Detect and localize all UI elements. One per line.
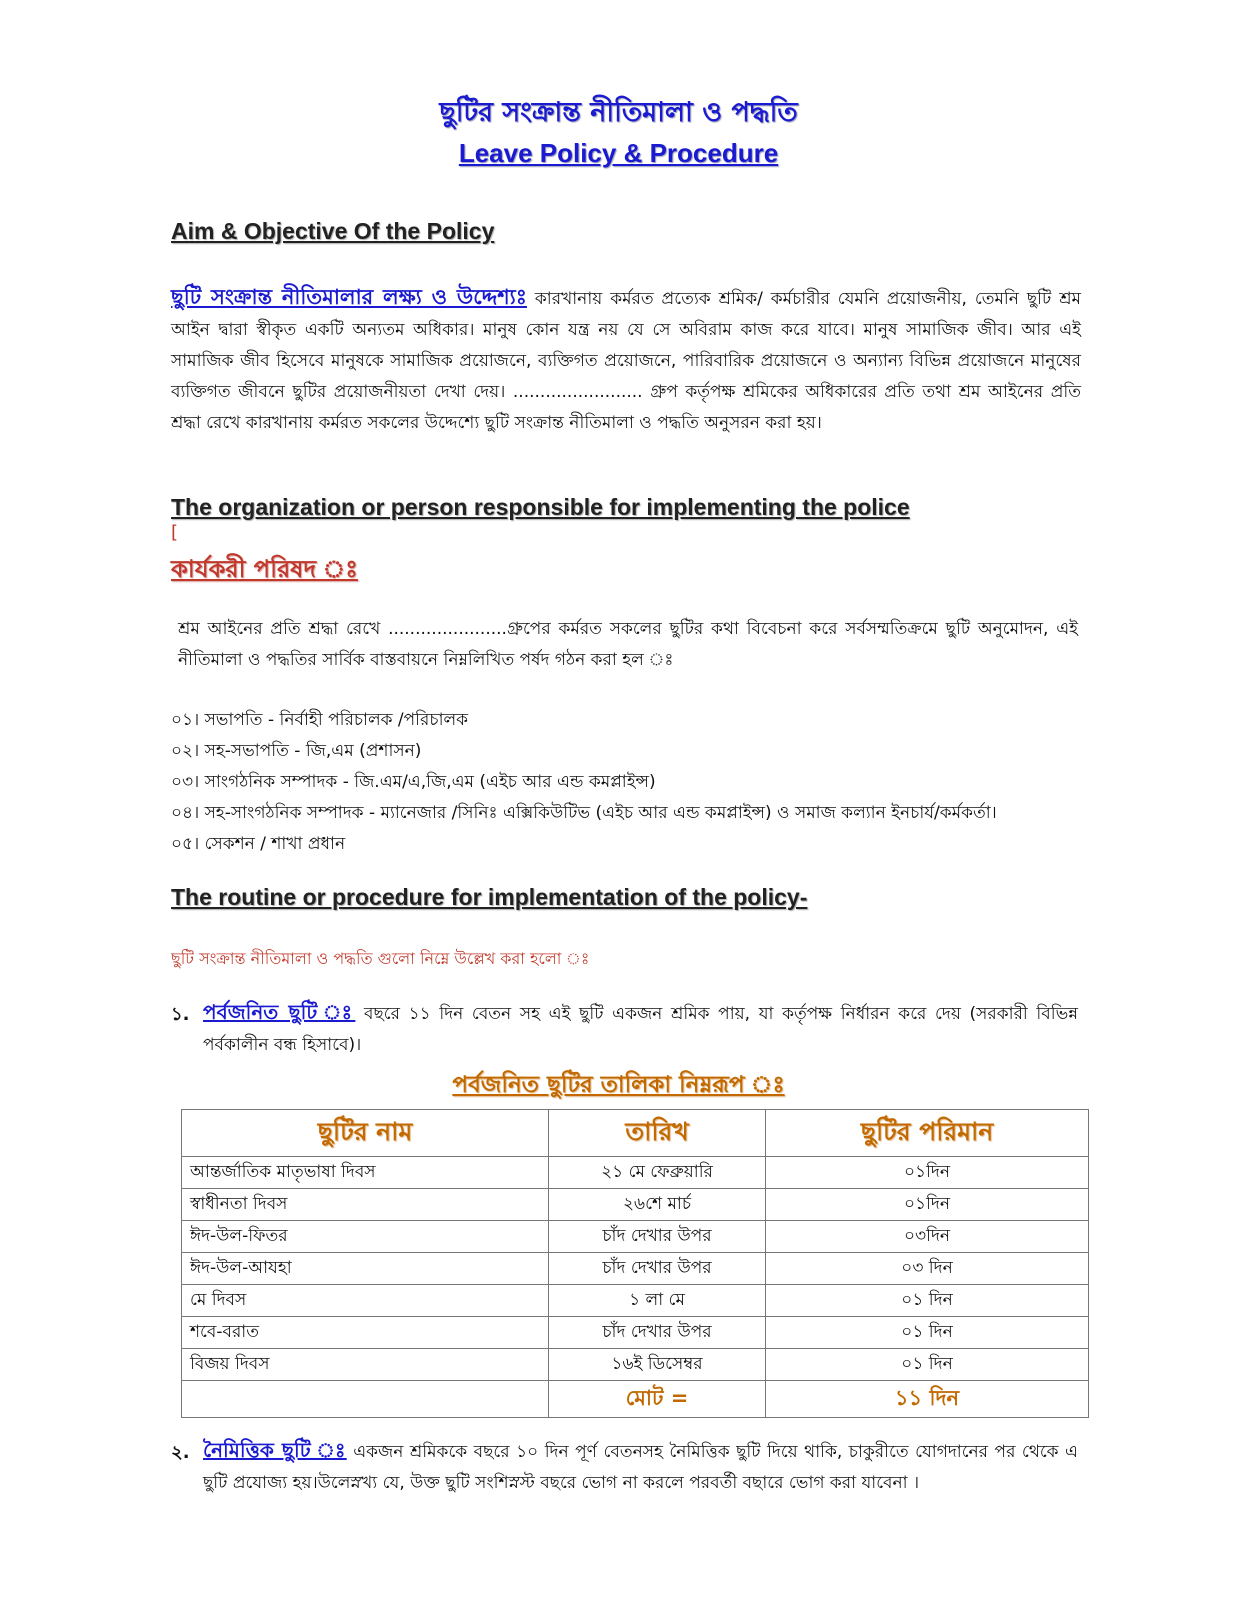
cell-amount: ০১ দিন bbox=[766, 1317, 1089, 1349]
table-header-row bbox=[182, 1110, 1089, 1157]
council-heading: কার্যকরী পরিষদ ঃ bbox=[171, 555, 358, 583]
header-date: তারিখ bbox=[549, 1110, 766, 1157]
cell-date: ২১ মে ফেব্রুয়ারি bbox=[549, 1157, 766, 1189]
member-item: ০৩। সাংগঠনিক সম্পাদক - জি.এম/এ,জি,এম (এইচ আর এন্ড কমপ্লাইন্স) bbox=[171, 772, 656, 792]
table-row bbox=[182, 1221, 1089, 1253]
cell-amount: ০১দিন bbox=[766, 1157, 1089, 1189]
cell-date: চাঁদ দেখার উপর bbox=[549, 1317, 766, 1349]
organization-heading: The organization or person responsible for implementing the police bbox=[171, 494, 910, 520]
table-total-row bbox=[182, 1381, 1089, 1418]
member-item: ০২। সহ-সভাপতি - জি,এম (প্রশাসন) bbox=[171, 741, 422, 761]
cell-amount: ০৩দিন bbox=[766, 1221, 1089, 1253]
header-amount: ছুটির পরিমান bbox=[766, 1110, 1089, 1157]
table-row bbox=[182, 1349, 1089, 1381]
holiday-table-title: পর্বজনিত ছুটির তালিকা নিম্নরূপ ঃ bbox=[452, 1072, 785, 1098]
aim-paragraph bbox=[171, 282, 1081, 439]
member-list bbox=[171, 705, 997, 860]
cell-name: শবে-বরাত bbox=[182, 1317, 549, 1349]
title-english: Leave Policy & Procedure bbox=[458, 138, 779, 168]
item-number: ১. bbox=[171, 1004, 190, 1025]
member-item: ০১। সভাপতি - নির্বাহী পরিচালক /পরিচালক bbox=[171, 710, 469, 730]
total-label: মোট = bbox=[549, 1381, 766, 1418]
table-row bbox=[182, 1317, 1089, 1349]
casual-leave-paragraph bbox=[203, 1435, 1078, 1499]
aim-heading: Aim & Objective Of the Policy bbox=[171, 218, 495, 244]
member-item: ০৫। সেকশন / শাখা প্রধান bbox=[171, 834, 346, 854]
cell-name: ঈদ-উল-আযহা bbox=[182, 1253, 549, 1285]
cell-name: বিজয় দিবস bbox=[182, 1349, 549, 1381]
cell-amount: ০১ দিন bbox=[766, 1349, 1089, 1381]
title-bangla: ছুটির সংক্রান্ত নীতিমালা ও পদ্ধতি bbox=[439, 97, 798, 128]
cell-name: ঈদ-উল-ফিতর bbox=[182, 1221, 549, 1253]
total-value: ১১ দিন bbox=[766, 1381, 1089, 1418]
cell-empty bbox=[182, 1381, 549, 1418]
cell-name: স্বাধীনতা দিবস bbox=[182, 1189, 549, 1221]
cell-amount: ০১ দিন bbox=[766, 1285, 1089, 1317]
table-row bbox=[182, 1189, 1089, 1221]
festival-leave-paragraph bbox=[203, 997, 1078, 1061]
cell-date: চাঁদ দেখার উপর bbox=[549, 1253, 766, 1285]
routine-heading: The routine or procedure for implementation of the policy- bbox=[171, 884, 808, 910]
table-row bbox=[182, 1157, 1089, 1189]
cell-date: ১৬ই ডিসেম্বর bbox=[549, 1349, 766, 1381]
member-item: ০৪। সহ-সাংগঠনিক সম্পাদক - ম্যানেজার /সিনিঃ এক্সিকিউটিভ (এইচ আর এন্ড কমপ্লাইন্স) ও সমাজ কল্যান ইনচার্য/কর্মকর্তা। bbox=[171, 803, 997, 823]
header-leave-name: ছুটির নাম bbox=[182, 1110, 549, 1157]
festival-leave-title: পর্বজনিত ছুটি ঃ bbox=[203, 1000, 356, 1024]
table-row bbox=[182, 1285, 1089, 1317]
cell-amount: ০১দিন bbox=[766, 1189, 1089, 1221]
routine-subheading: ছুটি সংক্রান্ত নীতিমালা ও পদ্ধতি গুলো নিম্নে উল্লেখ করা হলো ঃ bbox=[171, 949, 590, 968]
casual-leave-text: একজন শ্রমিককে বছরে ১০ দিন পূর্ণ বেতনসহ নৈমিত্তিক ছুটি দিয়ে থাকি, চাকুরীতে যোগদানের পর থেকে এ ছুটি প্রযোজ্য হয়।উলেস্নখ্য যে, উক্ত ছুটি সংশিস্নস্ট বছরে ভোগ না করলে পরবর্তী বছারে ভোগ করা যাবেনা । bbox=[203, 1442, 1078, 1493]
cell-date: চাঁদ দেখার উপর bbox=[549, 1221, 766, 1253]
cell-date: ১ লা মে bbox=[549, 1285, 766, 1317]
item-number: ২. bbox=[171, 1442, 190, 1463]
stray-bracket: [ bbox=[171, 522, 179, 543]
holiday-table bbox=[181, 1109, 1089, 1418]
aim-lead: ছুটি সংক্রান্ত নীতিমালার লক্ষ্য ও উদ্দেশ্যঃ bbox=[171, 285, 527, 309]
casual-leave-title: নৈমিত্তিক ছুটি ঃ bbox=[203, 1438, 347, 1462]
cell-name: মে দিবস bbox=[182, 1285, 549, 1317]
cell-date: ২৬শে মার্চ bbox=[549, 1189, 766, 1221]
cell-name: আন্তর্জাতিক মাতৃভাষা দিবস bbox=[182, 1157, 549, 1189]
festival-leave-text: বছরে ১১ দিন বেতন সহ এই ছুটি একজন শ্রমিক পায়, যা কর্তৃপক্ষ নির্ধারন করে দেয় (সরকারী বিভিন্ন পর্বকালীন বন্ধ হিসাবে)। bbox=[203, 1004, 1078, 1055]
aim-text: কারখানায় কর্মরত প্রত্যেক শ্রমিক/ কর্মচারীর যেমনি প্রয়োজনীয়, তেমনি ছুটি শ্রম আইন দ্বারা স্বীকৃত একটি অন্যতম অধিকার। মানুষ কোন যন্ত্র নয় যে সে অবিরাম কাজ করে যাবে। মানুষ সামাজিক জীব। আর এই সামাজিক জীব হিসেবে মানুষকে সামাজিক প্রয়োজনে, ব্যক্তিগত প্রয়োজনে, পারিবারিক প্রয়োজনে ও অন্যান্য বিভিন্ন প্রয়োজনে মানুষের ব্যক্তিগত জীবনে ছুটির প্রয়োজনীয়তা দেখা দেয়। ........................ গ্রুপ কর্তৃপক্ষ শ্রমিকের অধিকারের প্রতি তথা শ্রম আইনের প্রতি শ্রদ্ধা রেখে কারখানায় কর্মরত সকলের উদ্দেশ্যে ছুটি সংক্রান্ত নীতিমালা ও পদ্ধতি অনুসরন করা হয়। bbox=[171, 289, 1081, 433]
table-row bbox=[182, 1253, 1089, 1285]
cell-amount: ০৩ দিন bbox=[766, 1253, 1089, 1285]
council-intro: শ্রম আইনের প্রতি শ্রদ্ধা রেখে ......................গ্রুপের কর্মরত সকলের ছুটির কথা বিবেচনা করে সর্বসম্মতিক্রমে ছুটি অনুমোদন, এই নীতিমালা ও পদ্ধতির সার্বিক বাস্তবায়নে নিম্নলিখিত পর্ষদ গঠন করা হল ঃ bbox=[178, 619, 1078, 670]
